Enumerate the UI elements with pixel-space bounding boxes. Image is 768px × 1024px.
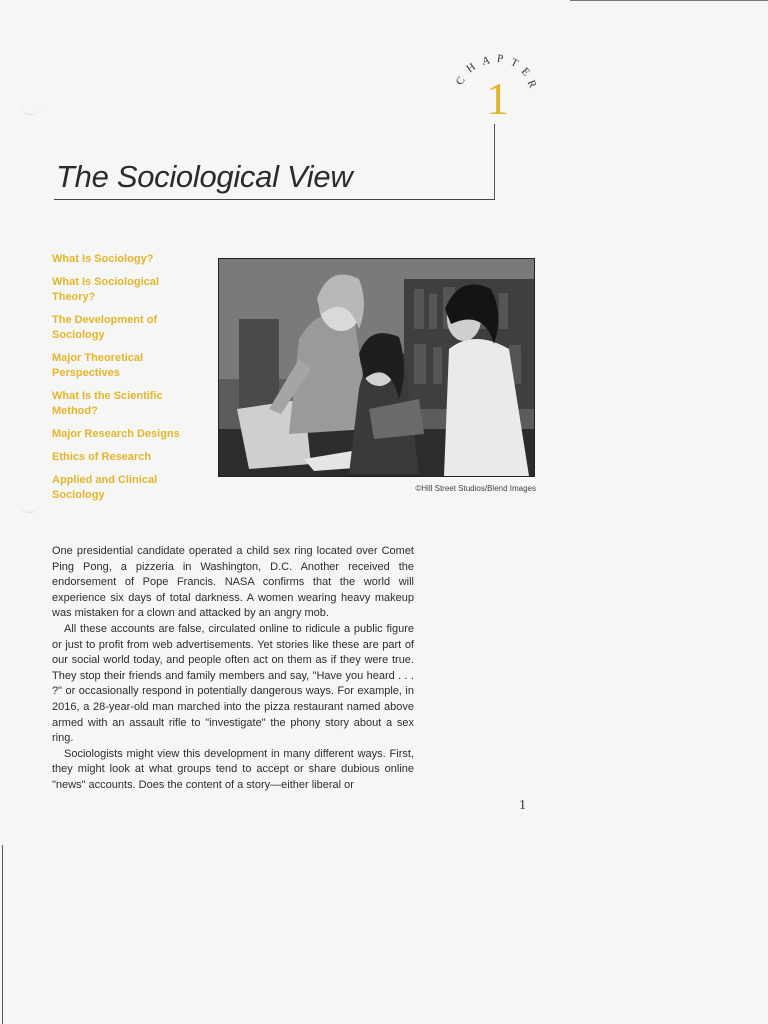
scan-mark — [18, 502, 40, 513]
chapter-title: The Sociological View — [56, 159, 353, 194]
chapter-letter: C — [453, 74, 468, 88]
chapter-outline — [52, 252, 202, 511]
outline-item: The Development of Sociology — [52, 314, 158, 341]
students-looking-at-laptop-photo — [218, 258, 535, 477]
outline-item: Ethics of Research — [52, 451, 152, 463]
chapter-letter: A — [480, 54, 492, 68]
body-paragraph: Sociologists might view this development in many different ways. First, they might look at what groups tend to accept or share dubious online "news" accounts. Does the content of a story—either liberal or — [52, 747, 414, 791]
page-number: 1 — [519, 798, 526, 813]
chapter-letter: H — [464, 60, 478, 76]
chapter-letter: P — [496, 52, 504, 66]
photo-credit: ©Hill Street Studios/Blend Images — [415, 484, 536, 493]
title-underline — [54, 199, 495, 200]
outline-item: Major Research Designs — [52, 428, 180, 440]
scan-margin-line — [2, 845, 3, 1024]
chapter-letter: R — [524, 78, 539, 90]
body-text — [52, 544, 414, 794]
outline-item: What Is Sociological Theory? — [52, 276, 159, 303]
chapter-label — [0, 0, 768, 124]
outline-item: Applied and Clinical Sociology — [52, 474, 158, 501]
outline-item: What Is the Scientific Method? — [52, 390, 163, 417]
chapter-letter: E — [518, 65, 533, 79]
outline-item: Major Theoretical Perspectives — [52, 352, 144, 379]
outline-item: What Is Sociology? — [52, 253, 154, 265]
title-divider-vertical — [494, 124, 495, 200]
body-paragraph: One presidential candidate operated a child sex ring located over Comet Ping Pong, a pizzeria in Washington, D.C. Another received the endorsement of Pope Francis. NASA confirms that the world will experience six days of total darkness. A women wearing heavy makeup was mistaken for a clown and attacked by an angry mob. — [52, 545, 414, 620]
body-paragraph: All these accounts are false, circulated online to ridicule a public figure or just to profit from web advertisements. Yet stories like these are part of our social world today, and people often act on them as if they were true. They stop their friends and family members and say, "Have you heard . . . ?" or occasionally respond in potentially dangerous ways. For example, in 2016, a 28-year-old man marched into the pizza restaurant named above armed with an assault rifle to "investigate" the phony story about a sex ring. — [52, 622, 414, 745]
chapter-letter: T — [508, 56, 521, 70]
chapter-number: 1 — [486, 73, 509, 124]
